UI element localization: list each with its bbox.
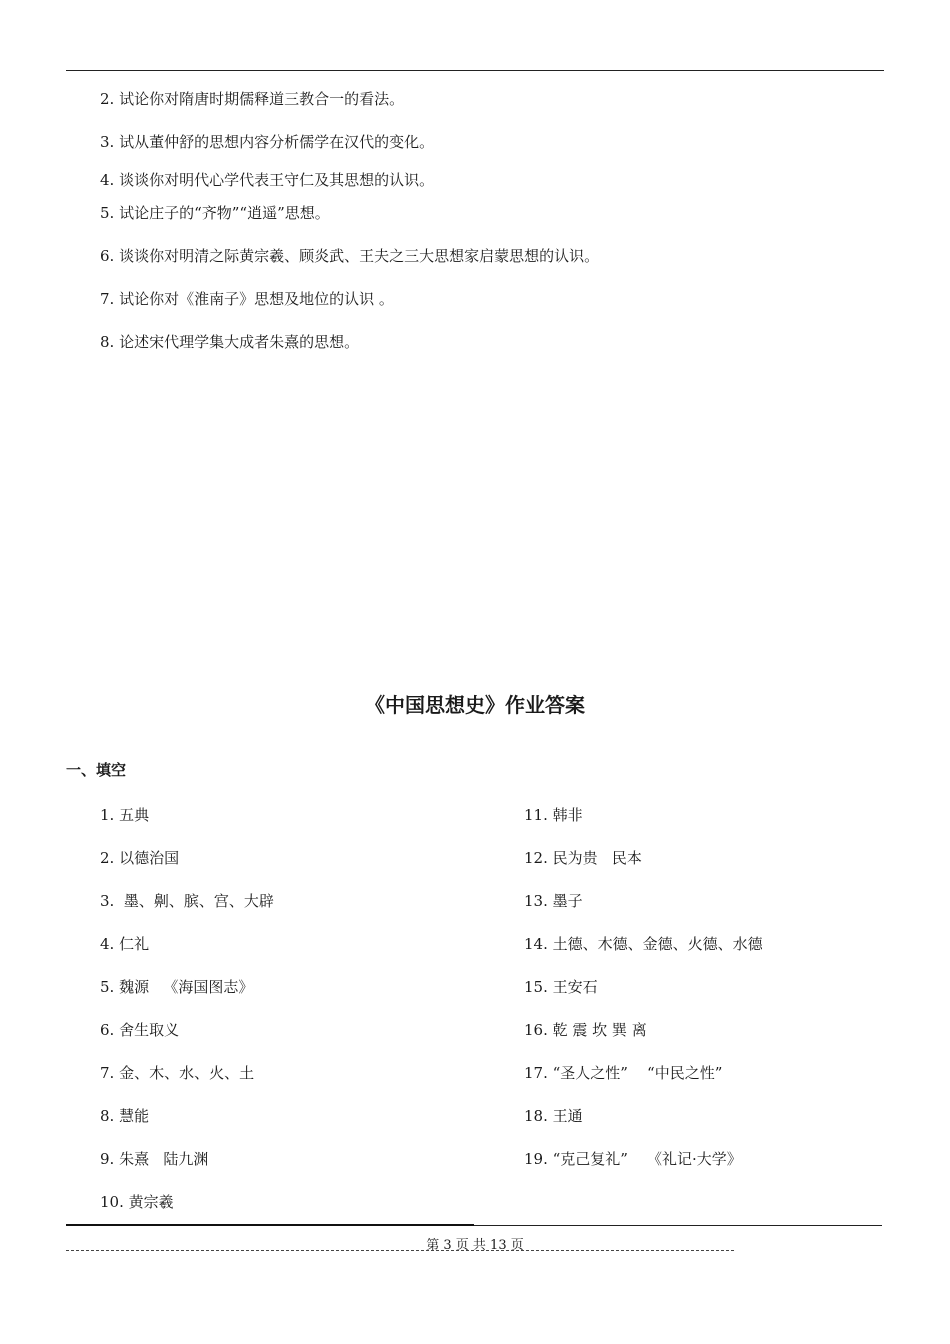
question-3: 3. 试从董仲舒的思想内容分析儒学在汉代的变化。 — [100, 133, 435, 151]
header-rule — [66, 70, 884, 71]
footer-rule-thick — [66, 1224, 474, 1226]
answer-item: 5. 魏源 《海国图志》 — [100, 978, 254, 996]
answer-item: 9. 朱熹 陆九渊 — [100, 1150, 209, 1168]
question-5: 5. 试论庄子的“齐物”“逍遥”思想。 — [100, 204, 330, 222]
dashed-divider — [66, 1250, 734, 1251]
answer-item: 2. 以德治国 — [100, 849, 180, 867]
page-number: 第 3 页 共 13 页 — [426, 1238, 524, 1253]
answer-item: 18. 王通 — [524, 1107, 583, 1125]
question-4: 4. 谈谈你对明代心学代表王守仁及其思想的认识。 — [100, 171, 435, 189]
answer-item: 11. 韩非 — [524, 806, 583, 824]
answer-item: 15. 王安石 — [524, 978, 598, 996]
answer-item: 19. “克己复礼” 《礼记·大学》 — [524, 1150, 742, 1168]
question-7: 7. 试论你对《淮南子》思想及地位的认识 。 — [100, 290, 394, 308]
answer-item: 1. 五典 — [100, 806, 150, 824]
answer-item: 16. 乾 震 坎 巽 离 — [524, 1021, 647, 1039]
answer-item: 8. 慧能 — [100, 1107, 150, 1125]
answer-item: 10. 黄宗羲 — [100, 1193, 174, 1211]
answer-title: 《中国思想史》作业答案 — [365, 693, 585, 717]
section-heading: 一、填空 — [66, 761, 127, 779]
answer-item: 12. 民为贵 民本 — [524, 849, 642, 867]
answer-item: 17. “圣人之性” “中民之性” — [524, 1064, 723, 1082]
question-2: 2. 试论你对隋唐时期儒释道三教合一的看法。 — [100, 90, 405, 108]
answer-item: 3. 墨、劓、膑、宫、大辟 — [100, 892, 274, 910]
answer-item: 7. 金、木、水、火、土 — [100, 1064, 255, 1082]
footer-rule-thin — [474, 1225, 882, 1226]
answer-item: 14. 土德、木德、金德、火德、水德 — [524, 935, 763, 953]
answer-item: 6. 舍生取义 — [100, 1021, 180, 1039]
question-6: 6. 谈谈你对明清之际黄宗羲、顾炎武、王夫之三大思想家启蒙思想的认识。 — [100, 247, 600, 265]
question-8: 8. 论述宋代理学集大成者朱熹的思想。 — [100, 333, 360, 351]
answer-item: 13. 墨子 — [524, 892, 583, 910]
answer-item: 4. 仁礼 — [100, 935, 150, 953]
